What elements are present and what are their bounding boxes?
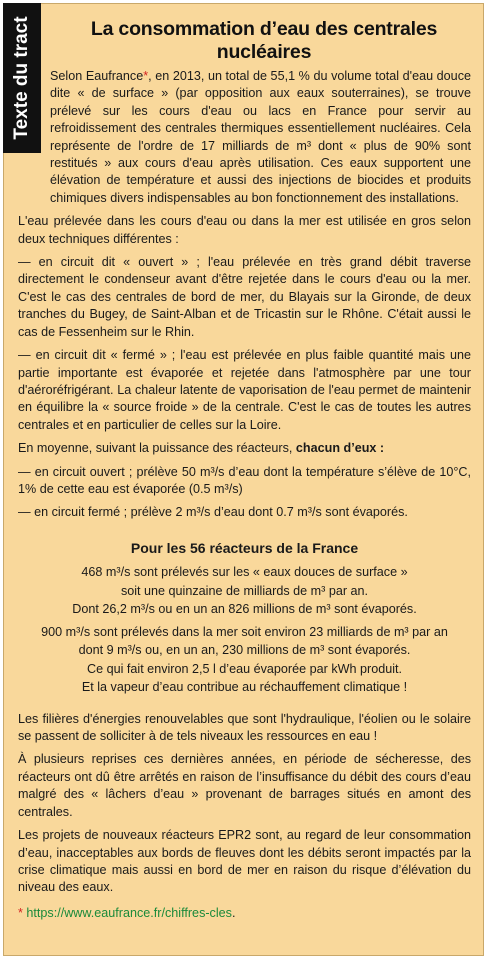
paragraph-epr2: Les projets de nouveaux réacteurs EPR2 sont, au regard de leur consommation d’eau, inacceptables aux bords de fleuves dont les débits seront impactés par la crise climatique mais aussi en bord de mer en raison du risque d’élévation du niveau des eaux.: [18, 828, 471, 895]
paragraph-renewables: Les filières d'énergies renouvelables que sont l'hydraulique, l'éolien ou le solaire se passent de solliciter à de tels niveaux les ressources en eau !: [18, 711, 471, 744]
page-title: La consommation d’eau des centrales nucléaires: [90, 18, 438, 63]
france-heading: Pour les 56 réacteurs de la France: [130, 539, 359, 556]
france-line: soit une quinzaine de milliards de m³ par an.: [120, 583, 369, 598]
footnote-star: *: [18, 905, 23, 920]
intro-text: , en 2013, un total de 55,1 % du volume total d'eau douce dite « de surface » (par opposition aux eaux souterraines), se trouve prélevé sur les cours d'eau ou lacs en France pour servir au refroidissement des centrales thermiques essentiellement nucléaires. Cela représente de l'ordre de 17 milliards de m³ dont « plus de 90% sont restitués » aux cours d'eau après utilisation. Ces eaux supportent une élévation de température et aussi des injections de biocides et produits chimiques divers indispensables au bon fonctionnement des installations.: [50, 69, 471, 205]
paragraph-closed-values: — en circuit fermé ; prélève 2 m³/s d’eau dont 0.7 m³/s sont évaporés.: [18, 505, 408, 520]
paragraph-open-circuit: — en circuit dit « ouvert » ; l'eau prélevée en très grand débit traverse directement le condenseur avant d'être rejetée dans le cours d'eau ou la mer. C'est le cas des centrales de bord de mer, du Blayais sur la Gironde, de deux tranches du Bugey, de Saint-Alban et de Tricastin sur le Rhône. C'était aussi le cas de Fessenheim sur le Rhin.: [18, 255, 471, 339]
side-label: Texte du tract: [11, 16, 32, 140]
france-line: 468 m³/s sont prélevés sur les « eaux douces de surface »: [81, 565, 408, 580]
intro-lead: Selon: [50, 69, 86, 83]
source-name: Eaufrance: [85, 69, 144, 83]
france-line: Et la vapeur d’eau contribue au réchauffement climatique !: [81, 680, 408, 695]
source-link[interactable]: https://www.eaufrance.fr/chiffres-cles: [26, 905, 232, 920]
paragraph-closed-circuit: — en circuit dit « fermé » ; l'eau est prélevée en plus faible quantité mais une partie importante est évaporée et rejetée dans l'atmosphère par une tour d'aéroréfrigérant. La chaleur latente de vaporisation de l'eau permet de maintenir en équilibre la « source froide » de la centrale. C'est le cas de toutes les autres centrales et en particulier de celles sur la Loire.: [18, 348, 471, 432]
article-body: [18, 68, 471, 928]
france-line: dont 9 m³/s ou, en un an, 230 millions de m³ sont évaporés.: [78, 643, 411, 658]
source-star: *: [143, 69, 149, 83]
paragraph-open-values: — en circuit ouvert ; prélève 50 m³/s d’eau dont la température s’élève de 10°C, 1% de cette eau est évaporée (0.5 m³/s): [18, 464, 471, 496]
intro-paragraph: [18, 68, 471, 207]
france-line: 900 m³/s sont prélevés dans la mer soit environ 23 milliards de m³ par an: [41, 624, 448, 639]
average-text: En moyenne, suivant la puissance des réacteurs,: [18, 441, 296, 456]
france-line: Dont 26,2 m³/s ou en un an 826 millions de m³ sont évaporés.: [72, 602, 417, 617]
paragraph-drought: À plusieurs reprises ces dernières années, en période de sécheresse, des réacteurs ont dû être arrêtés en raison de l’insuffisance du débit des cours d’eau malgré des « lâchers d’eau » provenant de barrages situés en amont des centrales.: [18, 752, 471, 819]
average-bold: chacun d’eux :: [295, 441, 385, 456]
france-line: Ce qui fait environ 2,5 l d’eau évaporée par kWh produit.: [86, 661, 403, 676]
footnote-end: .: [231, 905, 236, 920]
paragraph-average: [18, 440, 471, 457]
footnote: [18, 905, 471, 922]
paragraph-techniques: L'eau prélevée dans les cours d'eau ou dans la mer est utilisée en gros selon deux techniques différentes :: [18, 214, 471, 246]
france-summary: [18, 540, 471, 697]
